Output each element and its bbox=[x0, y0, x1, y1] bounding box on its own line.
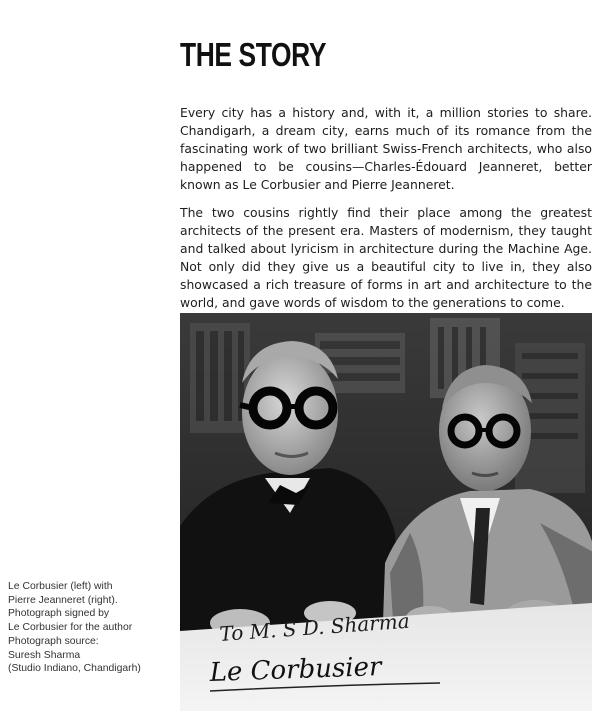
photo-signature: Le Corbusier bbox=[209, 652, 382, 688]
caption-line: Le Corbusier for the author bbox=[8, 622, 133, 634]
page-title: THE STORY bbox=[180, 36, 327, 73]
story-paragraph-2: The two cousins rightly find their place among the greatest architects of the present era. Masters of modernism, they taught and talked about lyricism in architecture during the Machine Age. Not only did they give us a beautiful city to live in, they also showcased a rich treasure of forms in art and architecture to the world, and gave words of wisdom to the generations to come. bbox=[180, 205, 592, 310]
photo-caption bbox=[8, 580, 176, 676]
story-paragraph-1: Every city has a history and, with it, a million stories to share. Chandigarh, a dream city, earns much of its romance from the fascinating work of two brilliant Swiss-French architects, who also happened to be cousins—Charles-Édouard Jeanneret, better known as Le Corbusier and Pierre Jeanneret. bbox=[180, 105, 592, 192]
caption-line: (Studio Indiano, Chandigarh) bbox=[8, 663, 141, 675]
caption-line: Le Corbusier (left) with bbox=[8, 581, 113, 592]
architects-photo bbox=[180, 313, 592, 711]
photo-inscription: To M. S D. Sharma bbox=[218, 608, 411, 646]
caption-line: Photograph signed by bbox=[8, 608, 110, 620]
caption-line: Suresh Sharma bbox=[8, 649, 81, 661]
story-text bbox=[180, 104, 592, 322]
caption-line: Photograph source: bbox=[8, 635, 99, 647]
caption-line: Pierre Jeanneret (right). bbox=[8, 594, 118, 606]
